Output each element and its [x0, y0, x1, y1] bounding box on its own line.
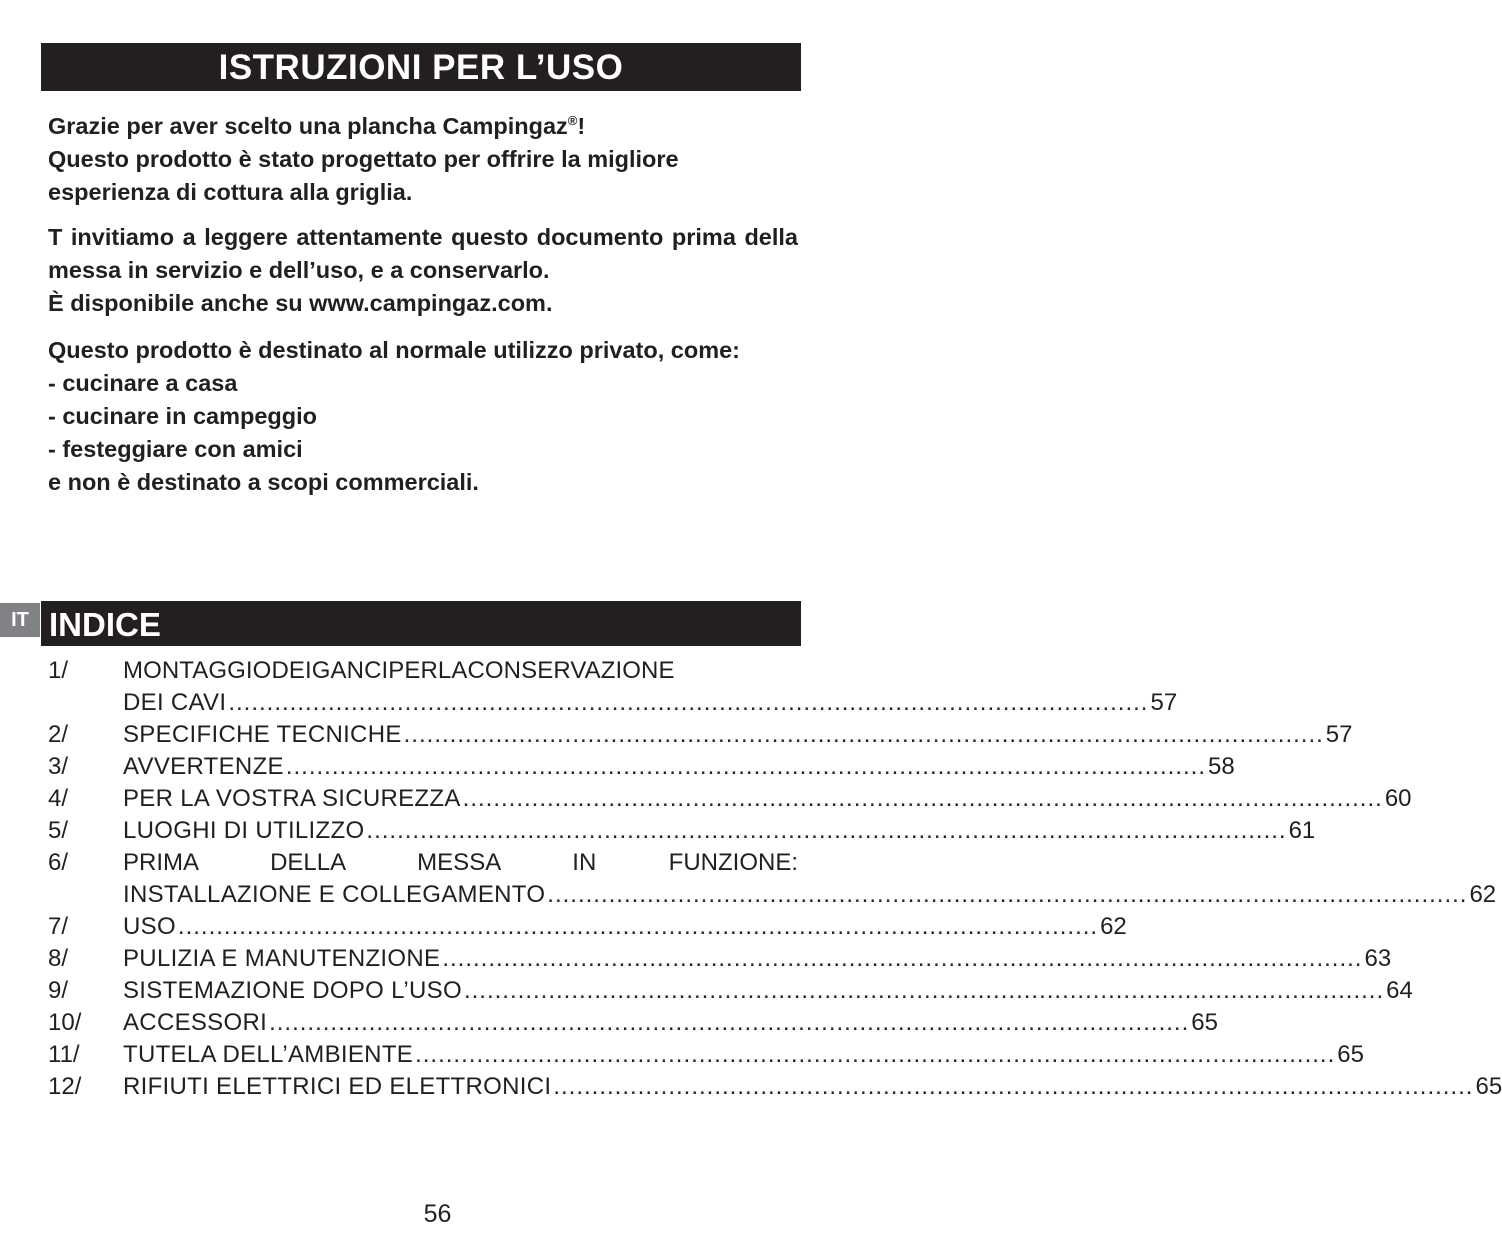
toc-number: 12/ [48, 1073, 82, 1100]
toc-item [48, 1007, 1218, 1039]
intro-invite-text: T invitiamo a leggere attentamente questo documento prima della messa in servizio e dell’uso, e a conservarlo. [48, 224, 798, 283]
intro-invite [48, 221, 798, 320]
toc-leader: ........................................................................................................................ [462, 785, 1383, 812]
page-title: ISTRUZIONI PER L’USO [41, 43, 801, 91]
toc-page: 63 [1364, 945, 1392, 972]
usage-item: - cucinare a casa [48, 370, 238, 396]
toc-leader: ........................................................................................................................ [285, 753, 1206, 780]
toc-item-continuation [48, 687, 1178, 719]
toc-leader: ........................................................................................................................ [553, 1073, 1474, 1100]
toc-title: SPECIFICHE TECNICHE [123, 721, 402, 748]
usage-item: - cucinare in campeggio [48, 403, 318, 429]
language-tab: IT [0, 603, 40, 637]
toc-item [48, 655, 798, 687]
toc-item [48, 751, 1235, 783]
index-title: INDICE [41, 601, 801, 646]
toc-page: 65 [1475, 1073, 1502, 1100]
toc-title: PER LA VOSTRA SICUREZZA [123, 785, 461, 812]
usage-intro: Questo prodotto è destinato al normale utilizzo privato, come: [48, 337, 741, 363]
toc-leader: ........................................................................................................................ [442, 945, 1363, 972]
page-number: 56 [423, 1200, 452, 1228]
toc-item [48, 815, 1316, 847]
toc-page: 65 [1337, 1041, 1364, 1068]
registered-mark: ® [567, 113, 578, 129]
usage-item: - festeggiare con amici [48, 436, 303, 462]
intro-availability: È disponibile anche su www.campingaz.com. [48, 290, 553, 316]
intro-thanks-line [48, 110, 798, 143]
toc-leader: ........................................................................................................................ [177, 913, 1099, 940]
toc-title: MONTAGGIODEIGANCIPERLACONSERVAZIONE [123, 657, 675, 684]
toc-title: DEI CAVI [123, 689, 227, 716]
toc-page: 65 [1191, 1009, 1218, 1036]
toc-leader: ........................................................................................................................ [463, 977, 1385, 1004]
usage-outro: e non è destinato a scopi commerciali. [48, 469, 479, 495]
toc-leader: ........................................................................................................................ [403, 721, 1324, 748]
intro-thanks [48, 110, 798, 209]
toc-number: 2/ [48, 721, 69, 748]
toc-item [48, 975, 1413, 1007]
toc-leader: ........................................................................................................................ [228, 689, 1149, 716]
toc-item [48, 719, 1353, 751]
toc-item [48, 943, 1392, 975]
toc-title: USO [123, 913, 176, 940]
toc-page: 57 [1150, 689, 1178, 716]
toc-title: SISTEMAZIONE DOPO L’USO [123, 977, 462, 1004]
toc-leader: ........................................................................................................................ [547, 881, 1468, 908]
toc-item [48, 847, 798, 879]
toc-number: 4/ [48, 785, 69, 812]
thanks-text: Grazie per aver scelto una plancha Campingaz [48, 113, 568, 139]
toc-number: 8/ [48, 945, 69, 972]
toc-page: 62 [1469, 881, 1497, 908]
toc-title: INSTALLAZIONE E COLLEGAMENTO [123, 881, 546, 908]
toc-number: 9/ [48, 977, 69, 1004]
toc-leader: ........................................................................................................................ [269, 1009, 1190, 1036]
toc-item [48, 1071, 1502, 1103]
toc-page: 60 [1384, 785, 1412, 812]
toc-number: 10/ [48, 1009, 82, 1036]
toc-number: 11/ [48, 1041, 80, 1068]
toc-title: ACCESSORI [123, 1009, 268, 1036]
toc-page: 61 [1288, 817, 1316, 844]
toc-title: RIFIUTI ELETTRICI ED ELETTRONICI [123, 1073, 552, 1100]
toc-title: PULIZIA E MANUTENZIONE [123, 945, 441, 972]
toc-title: AVVERTENZE [123, 753, 284, 780]
toc-item-continuation [48, 879, 1497, 911]
toc-number: 5/ [48, 817, 69, 844]
toc-page: 58 [1207, 753, 1235, 780]
toc-number: 7/ [48, 913, 69, 940]
intro-design-text: Questo prodotto è stato progettato per offrire la migliore esperienza di cottura alla griglia. [48, 146, 679, 205]
toc-page: 64 [1386, 977, 1413, 1004]
toc-number: 6/ [48, 849, 69, 876]
intro-usage [48, 334, 798, 499]
toc-number: 3/ [48, 753, 69, 780]
toc-title: LUOGHI DI UTILIZZO [123, 817, 365, 844]
toc-item [48, 1039, 1364, 1071]
toc-page: 57 [1325, 721, 1353, 748]
toc-leader: ........................................................................................................................ [415, 1041, 1336, 1068]
toc-number: 1/ [48, 657, 69, 684]
toc-title: TUTELA DELL’AMBIENTE [123, 1041, 414, 1068]
toc-title: PRIMA DELLA MESSA IN FUNZIONE: [123, 849, 798, 876]
toc-item [48, 911, 1127, 943]
thanks-exclamation: ! [577, 113, 586, 139]
toc-item [48, 783, 1412, 815]
table-of-contents [48, 655, 1502, 1103]
toc-page: 62 [1100, 913, 1127, 940]
toc-leader: ........................................................................................................................ [366, 817, 1287, 844]
